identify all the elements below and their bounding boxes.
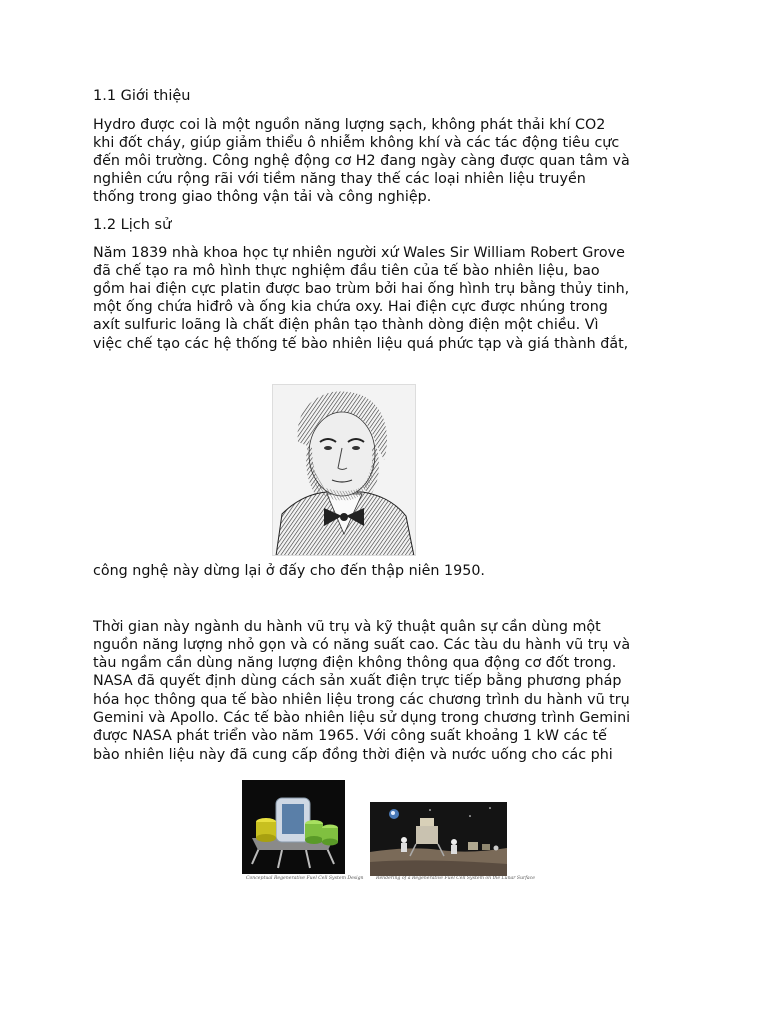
paragraph-continuation: công nghệ này dừng lại ở đấy cho đến thập niên 1950. bbox=[93, 563, 485, 579]
paragraph-line: việc chế tạo các hệ thống tế bào nhiên liệu quá phức tạp và giá thành đắt, bbox=[93, 336, 629, 352]
fuel-cell-caption: Conceptual Regenerative Fuel Cell System Design bbox=[246, 876, 364, 881]
section-heading-intro: 1.1 Giới thiệu bbox=[93, 88, 191, 104]
fuel-cell-system-image bbox=[242, 780, 364, 881]
paragraph-line: nghiên cứu rộng rãi với tiềm năng thay thế các loại nhiên liệu truyền bbox=[93, 171, 586, 187]
paragraph-line: đến môi trường. Công nghệ động cơ H2 đang ngày càng được quan tâm và bbox=[93, 153, 630, 169]
paragraph-line: hóa học thông qua tế bào nhiên liệu trong các chương trình du hành vũ trụ bbox=[93, 692, 630, 708]
paragraph-line: axít sulfuric loãng là chất điện phân tạo thành dòng điện một chiều. Vì bbox=[93, 317, 599, 333]
paragraph-line: được NASA phát triển vào năm 1965. Với công suất khoảng 1 kW các tế bbox=[93, 728, 607, 744]
paragraph-line: Gemini và Apollo. Các tế bào nhiên liệu sử dụng trong chương trình Gemini bbox=[93, 710, 631, 726]
paragraph-line: nguồn năng lượng nhỏ gọn và có năng suất cao. Các tàu du hành vũ trụ và bbox=[93, 637, 631, 653]
grove-portrait-image bbox=[272, 384, 416, 556]
paragraph-line: Hydro được coi là một nguồn năng lượng sạch, không phát thải khí CO2 bbox=[93, 117, 606, 133]
lunar-caption: Rendering of a Regenerative Fuel Cell System on the Lunar Surface bbox=[376, 876, 535, 881]
paragraph-line: Thời gian này ngành du hành vũ trụ và kỹ thuật quân sự cần dùng một bbox=[93, 619, 601, 635]
paragraph-line: Năm 1839 nhà khoa học tự nhiên người xứ Wales Sir William Robert Grove bbox=[93, 245, 625, 261]
paragraph-line: bào nhiên liệu này đã cung cấp đồng thời điện và nước uống cho các phi bbox=[93, 747, 613, 763]
paragraph-line: tàu ngầm cần dùng năng lượng điện không thông qua động cơ đốt trong. bbox=[93, 655, 617, 671]
lunar-surface-image bbox=[370, 802, 535, 881]
paragraph-line: đã chế tạo ra mô hình thực nghiệm đầu tiên của tế bào nhiên liệu, bao bbox=[93, 263, 600, 279]
paragraph-line: gồm hai điện cực platin được bao trùm bởi hai ống hình trụ bằng thủy tinh, bbox=[93, 281, 630, 297]
section-heading-history: 1.2 Lịch sử bbox=[93, 217, 172, 233]
paragraph-line: NASA đã quyết định dùng cách sản xuất điện trực tiếp bằng phương pháp bbox=[93, 673, 622, 689]
paragraph-line: khi đốt cháy, giúp giảm thiểu ô nhiễm không khí và các tác động tiêu cực bbox=[93, 135, 620, 151]
paragraph-line: một ống chứa hiđrô và ống kia chứa oxy. Hai điện cực được nhúng trong bbox=[93, 299, 608, 315]
paragraph-line: thống trong giao thông vận tải và công nghiệp. bbox=[93, 189, 432, 205]
